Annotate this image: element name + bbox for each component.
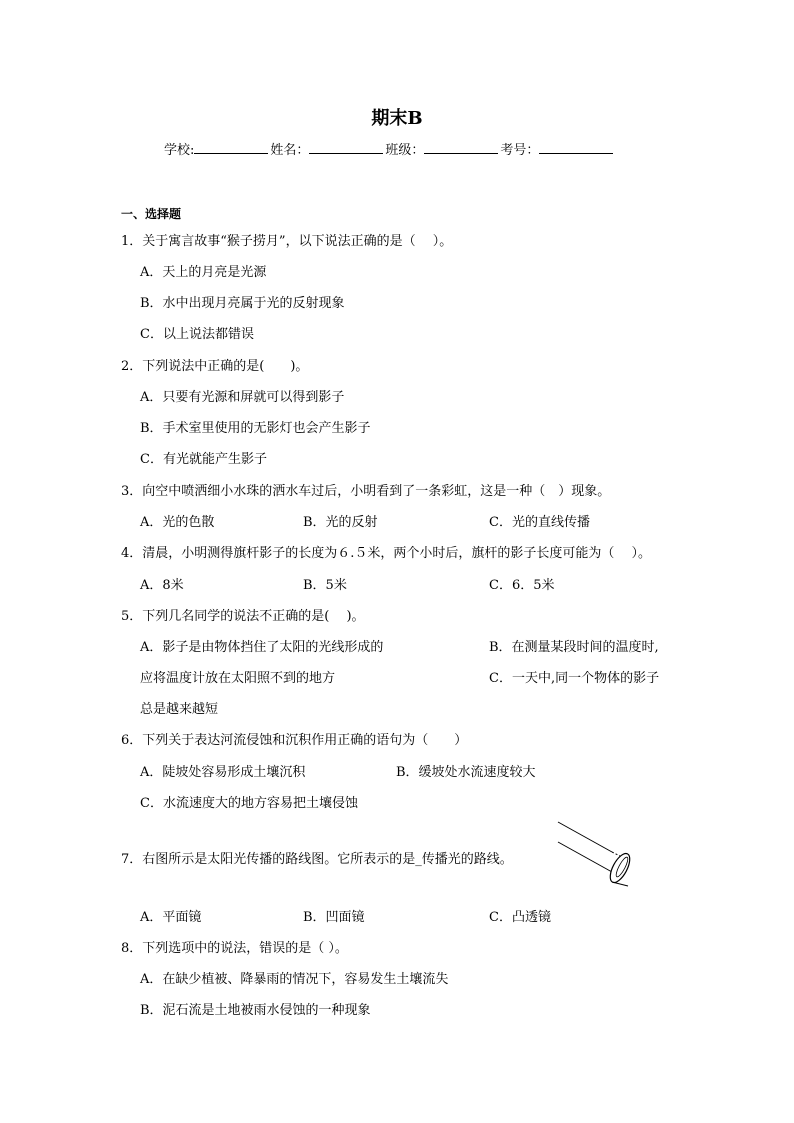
- q6-option-a[interactable]: A．陡坡处容易形成土壤沉积: [140, 765, 306, 780]
- light-ray-lower: [558, 842, 612, 872]
- question-4-stem: 4．清晨，小明测得旗杆影子的长度为６.５米，两个小时后，旗杆的影子长度可能为（ ）。: [121, 546, 652, 561]
- number-blank[interactable]: [539, 140, 613, 154]
- number-label: 考号：: [500, 143, 540, 158]
- q2-option-c[interactable]: C．有光就能产生影子: [140, 452, 267, 467]
- q7-option-a[interactable]: A．平面镜: [140, 910, 202, 925]
- question-7-stem: 7．右图所示是太阳光传播的路线图。它所表示的是_传播光的路线。: [121, 852, 513, 867]
- question-1-stem: 1．关于寓言故事“猴子捞月”，以下说法正确的是（ ）。: [121, 234, 453, 249]
- q3-option-a[interactable]: A．光的色散: [140, 515, 215, 530]
- q7-option-c[interactable]: C．凸透镜: [489, 910, 551, 925]
- q8-option-a[interactable]: A．在缺少植被、降暴雨的情况下，容易发生土壤流失: [140, 972, 449, 987]
- q6-option-c[interactable]: C．水流速度大的地方容易把土壤侵蚀: [140, 796, 358, 811]
- question-6-stem: 6．下列关于表达河流侵蚀和沉积作用正确的语句为（ ）: [121, 733, 468, 748]
- name-blank[interactable]: [309, 140, 383, 154]
- q5-option-b[interactable]: B．在测量某段时间的温度时,: [489, 640, 659, 655]
- q4-option-b[interactable]: B．5米: [303, 578, 347, 593]
- q4-option-a[interactable]: A．8米: [140, 578, 184, 593]
- page-title: 期末B: [371, 108, 423, 129]
- q4-option-c[interactable]: C．6．5米: [489, 578, 555, 593]
- q3-option-b[interactable]: B．光的反射: [303, 515, 378, 530]
- section-title: 一、选择题: [121, 207, 182, 221]
- sunlight-path-figure: [552, 818, 638, 892]
- question-2-stem: 2．下列说法中正确的是( )。: [121, 359, 309, 374]
- name-label: 姓名：: [270, 143, 310, 158]
- q5-option-b-continued: 应将温度计放在太阳照不到的地方: [140, 671, 336, 686]
- q8-option-b[interactable]: B．泥石流是土地被雨水侵蚀的一种现象: [140, 1003, 371, 1018]
- class-label: 班级：: [385, 143, 425, 158]
- school-field: [164, 139, 615, 158]
- q5-option-a[interactable]: A．影子是由物体挡住了太阳的光线形成的: [140, 640, 384, 655]
- school-label: 学校:: [164, 143, 195, 158]
- q6-option-b[interactable]: B．缓坡处水流速度较大: [396, 765, 536, 780]
- light-ray-upper: [558, 822, 612, 852]
- question-5-stem: 5．下列几名同学的说法不正确的是( )。: [121, 609, 365, 624]
- question-8-stem: 8．下列选项中的说法，错误的是（ ）。: [121, 941, 348, 956]
- q1-option-b[interactable]: B．水中出现月亮属于光的反射现象: [140, 296, 345, 311]
- school-blank[interactable]: [194, 140, 268, 154]
- q2-option-b[interactable]: B．手术室里使用的无影灯也会产生影子: [140, 421, 371, 436]
- q1-option-c[interactable]: C．以上说法都错误: [140, 327, 254, 342]
- q5-option-c[interactable]: C．一天中,同一个物体的影子: [489, 671, 660, 686]
- q5-option-c-continued: 总是越来越短: [140, 702, 219, 717]
- q7-option-b[interactable]: B．凹面镜: [303, 910, 365, 925]
- class-blank[interactable]: [424, 140, 498, 154]
- question-3-stem: 3．向空中喷洒细小水珠的洒水车过后，小明看到了一条彩虹，这是一种（ ）现象。: [121, 484, 611, 499]
- q2-option-a[interactable]: A．只要有光源和屏就可以得到影子: [140, 390, 345, 405]
- q1-option-a[interactable]: A．天上的月亮是光源: [140, 265, 267, 280]
- q3-option-c[interactable]: C．光的直线传播: [489, 515, 590, 530]
- lens-icon: [606, 851, 633, 886]
